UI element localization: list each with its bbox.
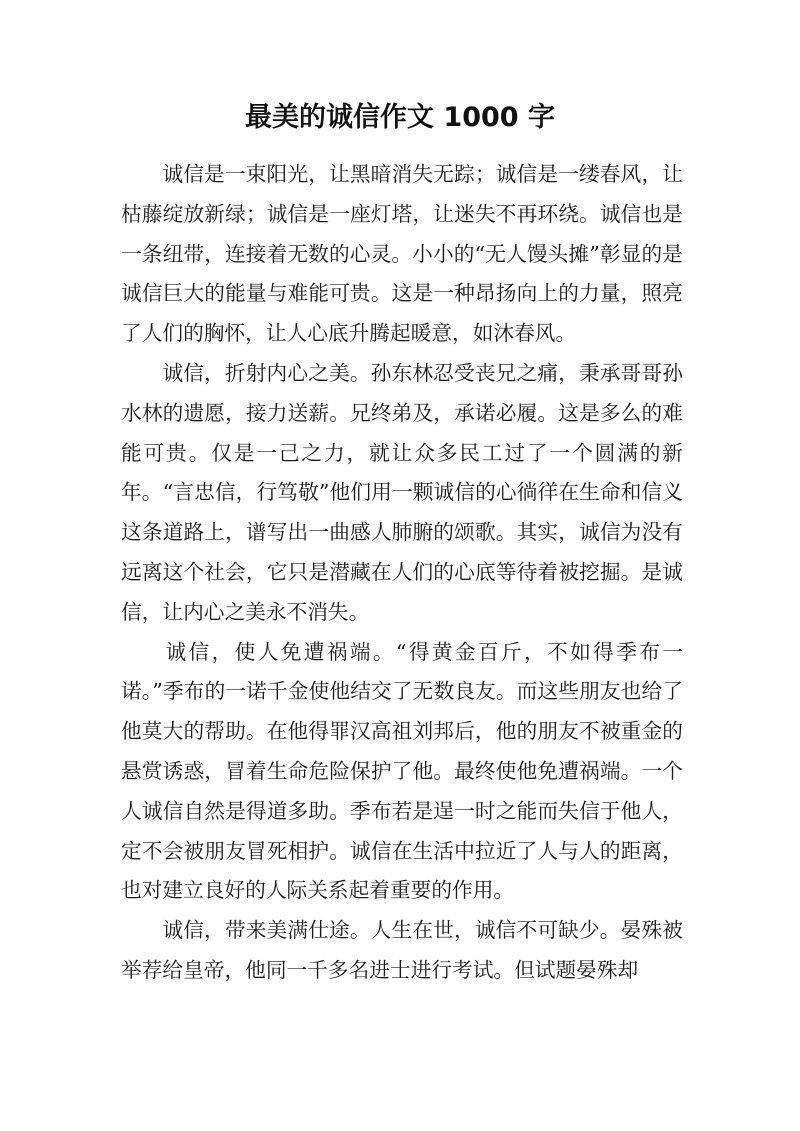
paragraph-4: 诚信，带来美满仕途。人生在世，诚信不可缺少。晏殊被举荐给皇帝，他同一千多名进士进行考试。但试题晏殊却 [121, 918, 683, 982]
paragraph-2: 诚信，折射内心之美。孙东林忍受丧兄之痛，秉承哥哥孙水林的遗愿，接力送薪。兄终弟及，承诺必履。这是多么的难能可贵。仅是一己之力，就让众多民工过了一个圆满的新年。“言忠信，行笃敬”他们用一颗诚信的心徜徉在生命和信义这条道路上，谱写出一曲感人肺腑的颂歌。其实，诚信为没有远离这个社会，它只是潜藏在人们的心底等待着被挖掘。是诚信，让内心之美永不消失。 [121, 360, 683, 624]
paragraph-1: 诚信是一束阳光，让黑暗消失无踪；诚信是一缕春风，让枯藤绽放新绿；诚信是一座灯塔，让迷失不再环绕。诚信也是一条纽带，连接着无数的心灵。小小的“无人馒头摊”彰显的是诚信巨大的能量与难能可贵。这是一种昂扬向上的力量，照亮了人们的胸怀，让人心底升腾起暖意，如沐春风。 [121, 162, 683, 346]
paragraph-3: 诚信，使人免遭祸端。“得黄金百斤，不如得季布一诺。”季布的一诺千金使他结交了无数良友。而这些朋友也给了他莫大的帮助。在他得罪汉高祖刘邦后，他的朋友不被重金的悬赏诱惑，冒着生命危险保护了他。最终使他免遭祸端。一个人诚信自然是得道多助。季布若是逞一时之能而失信于他人，定不会被朋友冒死相护。诚信在生活中拉近了人与人的距离，也对建立良好的人际关系起着重要的作用。 [121, 639, 683, 903]
document-title: 最美的诚信作文 1000 字 [245, 102, 555, 133]
document-body [121, 155, 683, 991]
